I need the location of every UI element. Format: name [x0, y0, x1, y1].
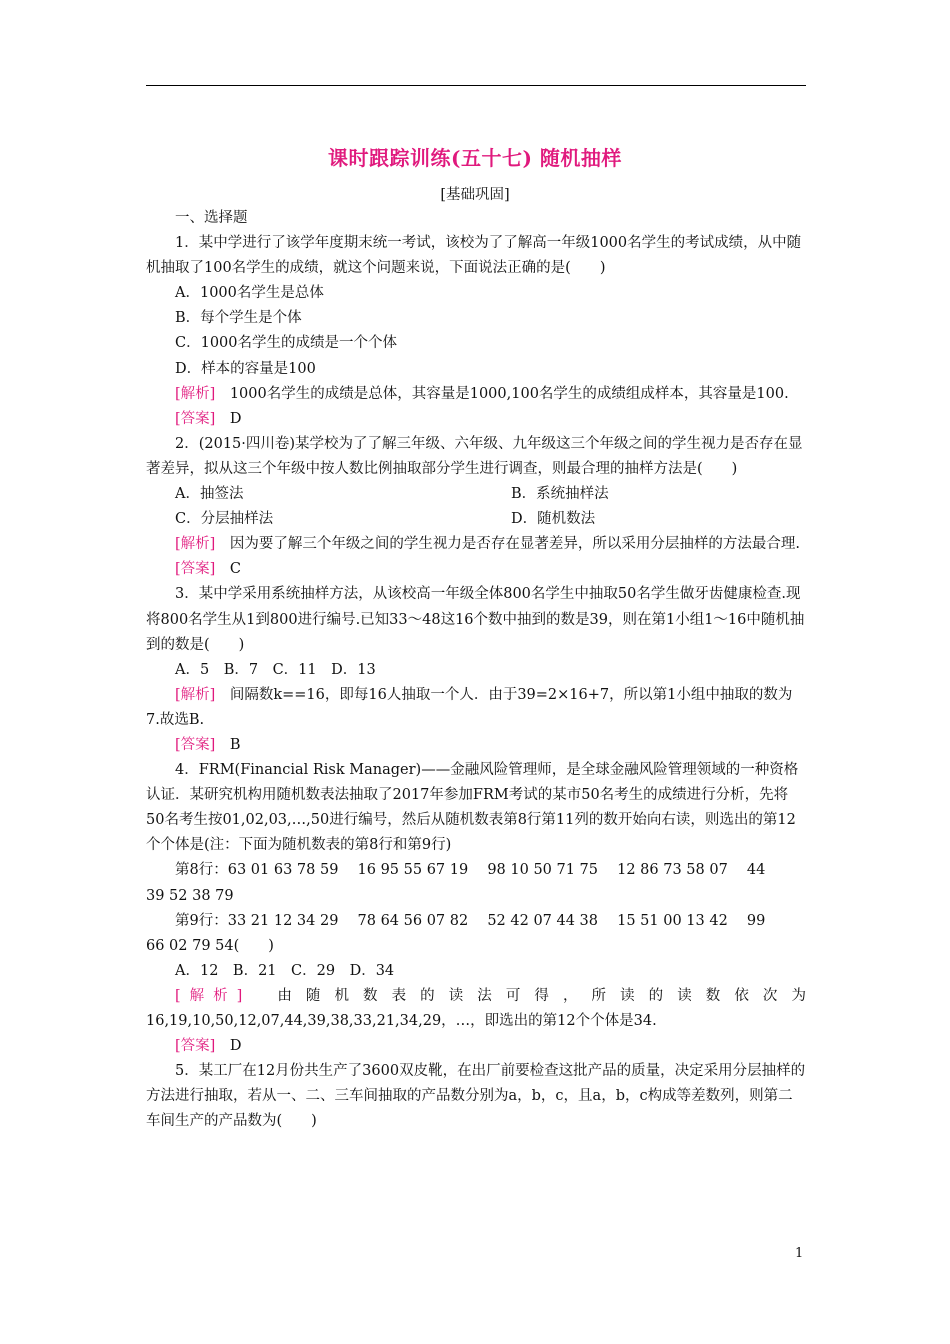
answer-tag: [答案]	[175, 410, 216, 427]
question-3-stem: 3．某中学采用系统抽样方法，从该校高一年级全体800名学生中抽取50名学生做牙齿健康检查.现将800名学生从1到800进行编号.已知33～48这16个数中抽到的数是39，则在第1小组1～16中随机抽到的数是( )	[146, 586, 805, 653]
section-subtitle: [基础巩固]	[440, 187, 510, 203]
section-heading: 一、选择题	[175, 210, 248, 226]
question-3-options: A．5 B．7 C．11 D．13	[175, 661, 376, 678]
question-2-options-row-1	[146, 482, 806, 507]
document-body	[146, 206, 806, 1134]
question-2-option-a: A．抽签法	[175, 486, 244, 503]
question-1-option-c: C．1000名学生的成绩是一个个体	[175, 335, 397, 352]
random-table-row-8-continued: 39 52 38 79	[146, 887, 234, 904]
answer-tag: [答案]	[175, 736, 216, 753]
question-1-analysis	[146, 382, 806, 407]
analysis-text: 1000名学生的成绩是总体，其容量是1000,100名学生的成绩组成样本，其容量是100.	[215, 385, 789, 402]
question-1-option-d: D．样本的容量是100	[175, 360, 316, 377]
page-title: 课时跟踪训练(五十七) 随机抽样	[328, 146, 622, 170]
random-table-row-9: 第9行：33 21 12 34 29 78 64 56 07 82 52 42 07 44 38 15 51 00 13 42 99	[175, 912, 766, 929]
question-5-stem: 5．某工厂在12月份共生产了3600双皮靴，在出厂前要检查这批产品的质量，决定采用分层抽样的方法进行抽取，若从一、二、三车间抽取的产品数分别为a，b，c，且a，b，c构成等差数列，则第二车间生产的产品数为( )	[146, 1063, 806, 1130]
question-1-option-b: B．每个学生是个体	[175, 310, 302, 327]
random-table-row-9-continued: 66 02 79 54( )	[146, 937, 274, 954]
question-4-answer	[146, 1034, 806, 1059]
analysis-tag: [解析]	[175, 536, 216, 553]
analysis-tag: [解析]	[175, 987, 252, 1004]
question-1-answer	[146, 407, 806, 432]
answer-text: C	[215, 561, 241, 578]
question-1-stem: 1．某中学进行了该学年度期末统一考试，该校为了了解高一年级1000名学生的考试成绩，从中随机抽取了100名学生的成绩，就这个问题来说，下面说法正确的是( )	[146, 235, 802, 277]
analysis-tag: [解析]	[175, 686, 216, 703]
analysis-text: 由随机数表的读法可得，所读的读数依次为	[277, 987, 806, 1004]
question-4-options: A．12 B．21 C．29 D．34	[175, 962, 395, 979]
top-rule	[146, 85, 806, 86]
analysis-text: 间隔数k==16，即每16人抽取一个人．由于39=2×16+7，所以第1小组中抽取的数为7.故选B.	[146, 686, 793, 728]
analysis-tag: [解析]	[175, 385, 216, 402]
question-4-analysis	[146, 984, 806, 1009]
question-2-answer	[146, 557, 806, 582]
answer-tag: [答案]	[175, 561, 216, 578]
answer-text: B	[215, 736, 241, 753]
question-2-option-b: B．系统抽样法	[511, 486, 609, 503]
question-2-option-c: C．分层抽样法	[175, 511, 274, 528]
question-4-stem: 4．FRM(Financial Risk Manager)——金融风险管理师，是全球金融风险管理领域的一种资格认证．某研究机构用随机数表法抽取了2017年参加FRM考试的某市50名考生的成绩进行分析，先将50名考生按01,02,03,…,50进行编号，然后从随机数表第8行第11列的数开始向右读，则选出的第12个个体是(注：下面为随机数表的第8行和第9行)	[146, 762, 799, 854]
question-3-answer	[146, 733, 806, 758]
page-number: 1	[795, 1246, 804, 1261]
question-2-option-d: D．随机数法	[511, 511, 596, 528]
analysis-text: 因为要了解三个年级之间的学生视力是否存在显著差异，所以采用分层抽样的方法最合理.	[215, 536, 800, 553]
answer-text: D	[215, 410, 242, 427]
question-3-analysis	[146, 683, 806, 733]
answer-tag: [答案]	[175, 1038, 216, 1055]
random-table-row-8: 第8行：63 01 63 78 59 16 95 55 67 19 98 10 50 71 75 12 86 73 58 07 44	[175, 862, 766, 879]
question-1-option-a: A．1000名学生是总体	[175, 285, 324, 302]
question-2-options-row-2	[146, 507, 806, 532]
question-2-stem: 2．(2015·四川卷)某学校为了了解三年级、六年级、九年级这三个年级之间的学生视力是否存在显著差异，拟从这三个年级中按人数比例抽取部分学生进行调查，则最合理的抽样方法是( )	[146, 435, 803, 477]
question-2-analysis	[146, 532, 806, 557]
answer-text: D	[215, 1038, 242, 1055]
question-4-analysis-continued: 16,19,10,50,12,07,44,39,38,33,21,34,29，…，即选出的第12个个体是34.	[146, 1013, 657, 1029]
